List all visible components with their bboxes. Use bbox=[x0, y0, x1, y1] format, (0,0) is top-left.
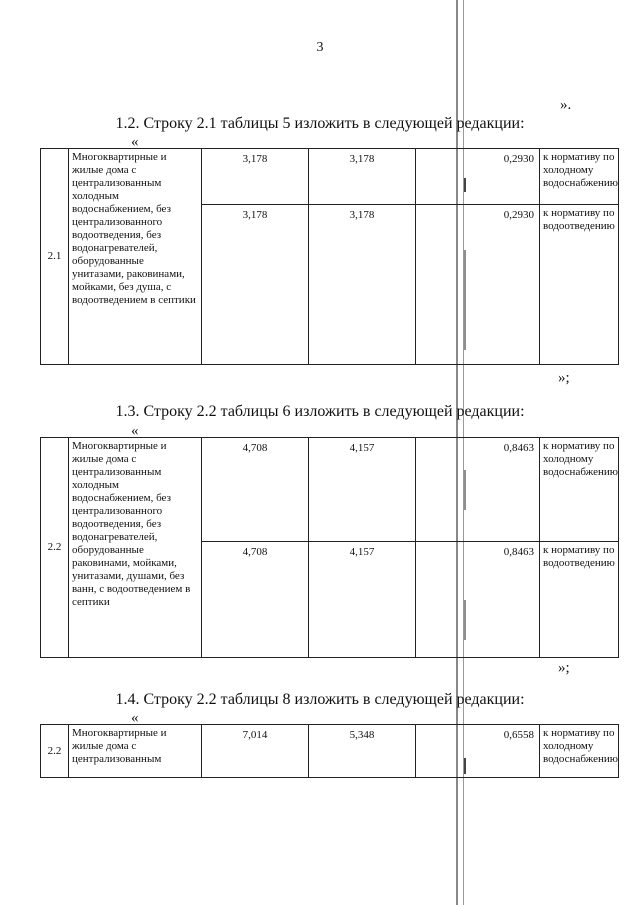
note-cell: к нормативу по холодному водоснабжению bbox=[540, 438, 619, 542]
value-cell: 3,178 bbox=[202, 205, 309, 365]
note-cell: к нормативу по холодному водоснабжению bbox=[540, 149, 619, 205]
value-cell: 0,8463 bbox=[416, 542, 540, 658]
scan-mark bbox=[464, 178, 466, 192]
row-description: Многоквартирные и жилые дома с централизованным bbox=[69, 725, 202, 778]
row-index: 2.1 bbox=[41, 149, 69, 365]
table-1-2 bbox=[40, 148, 619, 365]
scan-mark bbox=[464, 250, 466, 350]
row-index: 2.2 bbox=[41, 438, 69, 658]
page-number: 3 bbox=[316, 40, 324, 55]
scan-mark bbox=[464, 758, 466, 774]
value-cell: 7,014 bbox=[202, 725, 309, 778]
value-cell: 3,178 bbox=[309, 149, 416, 205]
table-row bbox=[41, 725, 619, 778]
note-cell: к нормативу по холодному водоснабжению bbox=[540, 725, 619, 778]
row-index: 2.2 bbox=[41, 725, 69, 778]
value-cell: 0,2930 bbox=[416, 149, 540, 205]
scan-mark bbox=[464, 600, 466, 640]
table-row bbox=[41, 438, 619, 542]
row-description: Многоквартирные и жилые дома с централизованным холодным водоснабжением, без централизованного водоотведения, без водонагревателей, оборудованные раковинами, мойками, унитазами, душами, без ванн, с водоотведением в септики bbox=[69, 438, 202, 658]
table-1-3 bbox=[40, 437, 619, 658]
value-cell: 4,708 bbox=[202, 438, 309, 542]
closing-quote-1-2: »; bbox=[558, 370, 570, 386]
value-cell: 4,708 bbox=[202, 542, 309, 658]
note-cell: к нормативу по водоотведению bbox=[540, 542, 619, 658]
section-title-1-4: 1.4. Строку 2.2 таблицы 8 изложить в следующей редакции: bbox=[115, 691, 525, 708]
open-quote-1-4: « bbox=[131, 710, 139, 726]
section-title-1-2: 1.2. Строку 2.1 таблицы 5 изложить в следующей редакции: bbox=[115, 115, 525, 132]
value-cell: 0,2930 bbox=[416, 205, 540, 365]
open-quote-1-3: « bbox=[131, 423, 139, 439]
section-title-1-3: 1.3. Строку 2.2 таблицы 6 изложить в следующей редакции: bbox=[115, 403, 525, 420]
table-row bbox=[41, 149, 619, 205]
row-description: Многоквартирные и жилые дома с централизованным холодным водоснабжением, без централизованного водоотведения, без водонагревателей, оборудованные унитазами, раковинами, мойками, без душа, с водоотведением в септики bbox=[69, 149, 202, 365]
closing-quote-1-3: »; bbox=[558, 660, 570, 676]
value-cell: 3,178 bbox=[202, 149, 309, 205]
value-cell: 0,6558 bbox=[416, 725, 540, 778]
open-quote-1-2: « bbox=[131, 134, 139, 150]
table-1-4 bbox=[40, 724, 619, 778]
value-cell: 4,157 bbox=[309, 438, 416, 542]
note-cell: к нормативу по водоотведению bbox=[540, 205, 619, 365]
scan-mark bbox=[464, 470, 466, 510]
value-cell: 5,348 bbox=[309, 725, 416, 778]
closing-quote-prev: ». bbox=[560, 97, 572, 113]
value-cell: 4,157 bbox=[309, 542, 416, 658]
value-cell: 3,178 bbox=[309, 205, 416, 365]
value-cell: 0,8463 bbox=[416, 438, 540, 542]
